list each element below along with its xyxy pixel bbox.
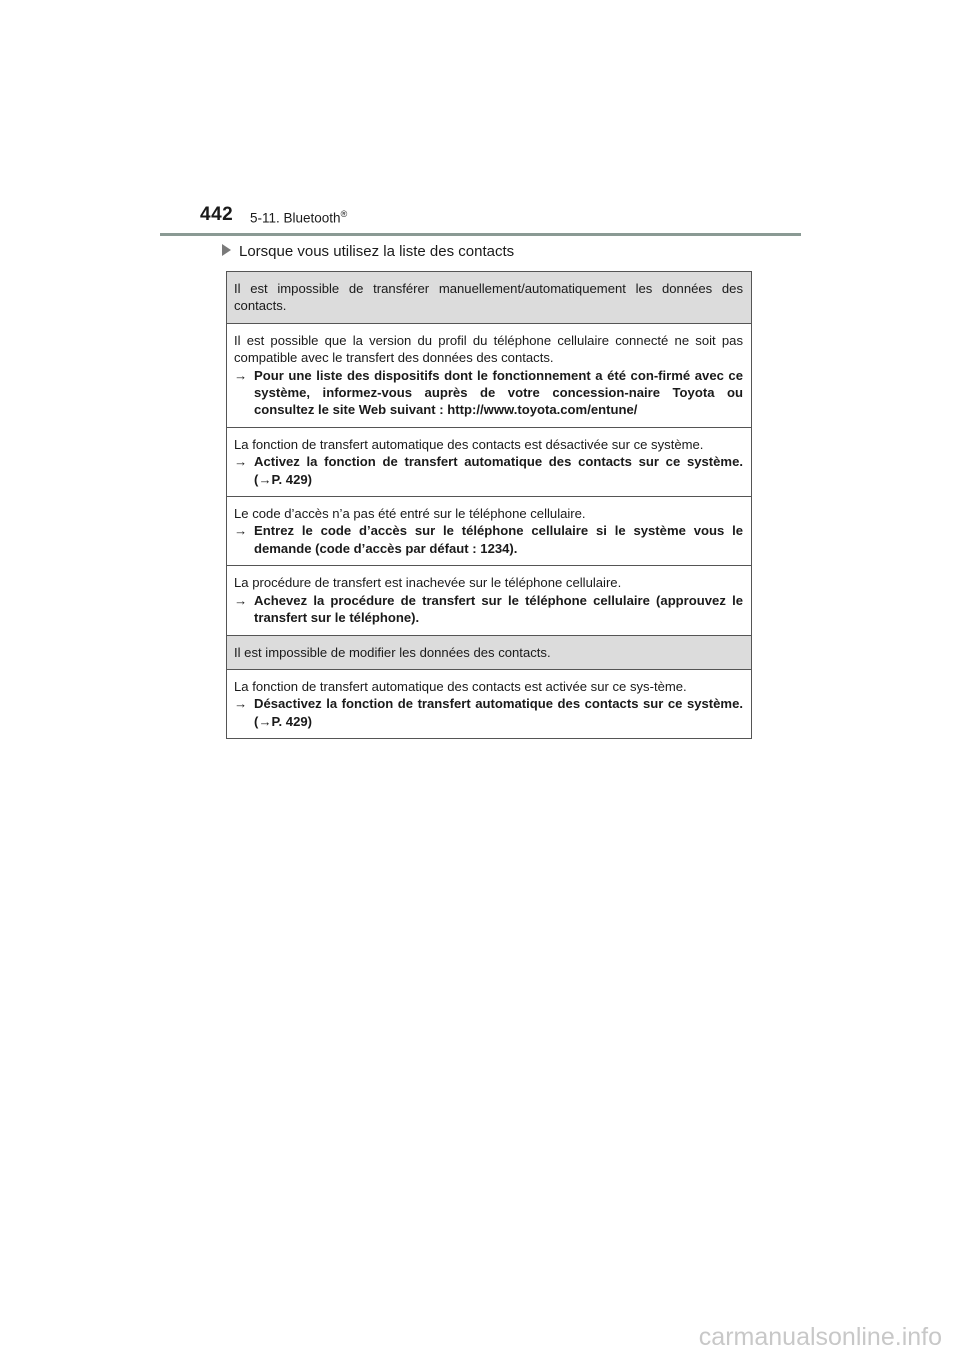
cause-row (227, 324, 751, 428)
triangle-bullet-icon (222, 244, 231, 256)
page-number: 442 (200, 204, 234, 225)
registered-mark: ® (340, 209, 348, 219)
watermark: carmanualsonline.info (698, 1323, 942, 1351)
arrow-icon: → (234, 592, 248, 608)
solution-text (254, 695, 743, 730)
section-label: 5-11. Bluetooth (250, 210, 341, 226)
symptom-text: Il est impossible de modifier les données des contacts. (234, 644, 551, 660)
cause-text: Le code d’accès n’a pas été entré sur le téléphone cellulaire. (234, 506, 586, 522)
solution-text: Achevez la procédure de transfert sur le téléphone cellulaire (approuvez le transfert sur le téléphone). (254, 592, 743, 626)
troubleshooting-table (226, 271, 752, 739)
cause-text: La procédure de transfert est inachevée sur le téléphone cellulaire. (234, 575, 622, 591)
symptom-row (227, 272, 751, 324)
section-title (250, 209, 347, 226)
solution (234, 453, 743, 488)
subheading-text: Lorsque vous utilisez la liste des contacts (239, 243, 515, 260)
solution-text (254, 453, 743, 488)
cause-row (227, 566, 751, 635)
solution-body: Désactivez la fonction de transfert automatique des contacts sur ce système. ( (254, 696, 743, 729)
arrow-icon: → (234, 523, 248, 539)
arrow-icon: → (234, 454, 248, 470)
symptom-row (227, 636, 751, 670)
page-reference: P. 429) (271, 471, 312, 487)
solution-text: Pour une liste des dispositifs dont le fonctionnement a été con-firmé avec ce système, informez-vous auprès de votre concession-naire Toyota ou consultez le site Web suivant : http://www.toyota.com/entune/ (254, 367, 743, 418)
cause-text: La fonction de transfert automatique des contacts est activée sur ce sys-tème. (234, 678, 687, 694)
cause-row (227, 497, 751, 566)
cause-text: La fonction de transfert automatique des contacts est désactivée sur ce système. (234, 436, 704, 452)
symptom-text: Il est impossible de transférer manuellement/automatiquement les données des contacts. (234, 281, 743, 314)
arrow-icon: → (234, 696, 248, 712)
solution (234, 367, 743, 419)
cause-text: Il est possible que la version du profil du téléphone cellulaire connecté ne soit pas compatible avec le transfert des données des contacts. (234, 332, 743, 366)
cause-row (227, 428, 751, 497)
solution-text: Entrez le code d’accès sur le téléphone cellulaire si le système vous le demande (code d’accès par défaut : 1234). (254, 523, 743, 556)
arrow-icon: → (234, 367, 248, 383)
header-rule (160, 233, 801, 236)
subheading (222, 243, 514, 260)
page-reference: P. 429) (271, 713, 312, 729)
solution (234, 695, 743, 730)
solution-body: Activez la fonction de transfert automatique des contacts sur ce système. ( (254, 454, 743, 487)
solution (234, 592, 743, 627)
page-header (200, 200, 800, 230)
arrow-icon: → (258, 471, 272, 487)
cause-row (227, 670, 751, 739)
arrow-icon: → (258, 713, 272, 729)
solution (234, 522, 743, 557)
